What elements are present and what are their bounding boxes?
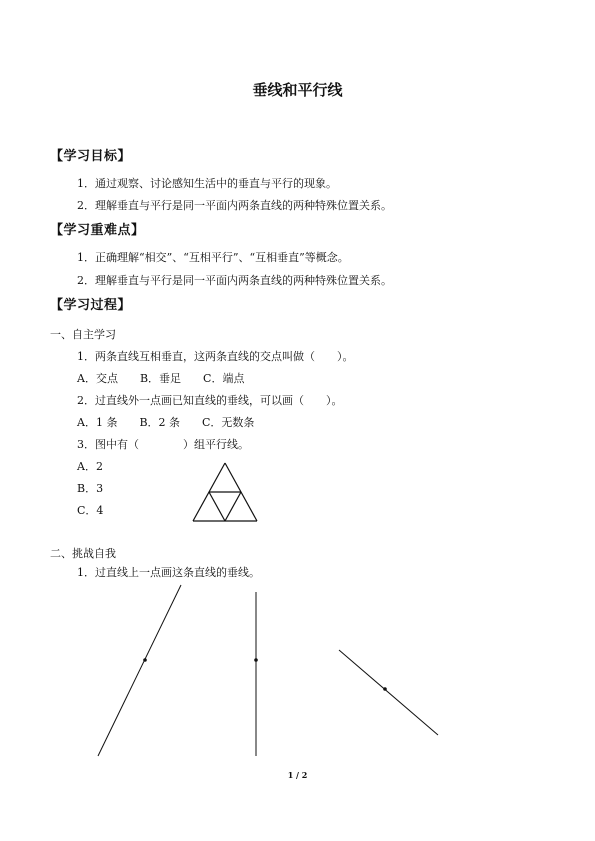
section-key-points-heading: 【学习重难点】 bbox=[50, 223, 145, 238]
part2-heading: 二、挑战自我 bbox=[50, 547, 116, 560]
question-2-options: A．1 条 B．2 条 C．无数条 bbox=[77, 416, 255, 429]
exercise-line-3 bbox=[339, 650, 438, 735]
exercise-line-2-point bbox=[255, 659, 258, 662]
question-3: 3．图中有（ ）组平行线。 bbox=[77, 438, 249, 451]
question-3-option-a: A．2 bbox=[77, 460, 103, 473]
exercise-line-3-point bbox=[384, 688, 387, 691]
goal-item-2: 2．理解垂直与平行是同一平面内两条直线的两种特殊位置关系。 bbox=[77, 199, 392, 212]
part1-heading: 一、自主学习 bbox=[50, 328, 116, 341]
section-process-heading: 【学习过程】 bbox=[50, 298, 132, 313]
key-point-item-1: 1．正确理解“相交”、“互相平行”、“互相垂直”等概念。 bbox=[77, 251, 349, 264]
question-1: 1．两条直线互相垂直，这两条直线的交点叫做（ ）。 bbox=[77, 350, 354, 363]
triangle-figure bbox=[193, 463, 257, 521]
key-point-item-2: 2．理解垂直与平行是同一平面内两条直线的两种特殊位置关系。 bbox=[77, 274, 392, 287]
exercise-line-1 bbox=[98, 585, 181, 756]
goal-item-1: 1．通过观察、讨论感知生活中的垂直与平行的现象。 bbox=[77, 177, 337, 190]
page-title: 垂线和平行线 bbox=[252, 81, 343, 99]
triangle-inner-right bbox=[225, 492, 241, 521]
challenge-question-1: 1．过直线上一点画这条直线的垂线。 bbox=[77, 566, 260, 579]
question-1-options: A．交点 B．垂足 C．端点 bbox=[77, 372, 245, 385]
exercise-line-1-point bbox=[144, 659, 147, 662]
question-3-option-c: C．4 bbox=[77, 504, 104, 517]
section-goals-heading: 【学习目标】 bbox=[50, 149, 132, 164]
page-number: 1 / 2 bbox=[287, 770, 308, 780]
triangle-inner-left bbox=[209, 492, 225, 521]
question-3-option-b: B．3 bbox=[77, 482, 104, 495]
question-2: 2．过直线外一点画已知直线的垂线，可以画（ ）。 bbox=[77, 394, 343, 407]
